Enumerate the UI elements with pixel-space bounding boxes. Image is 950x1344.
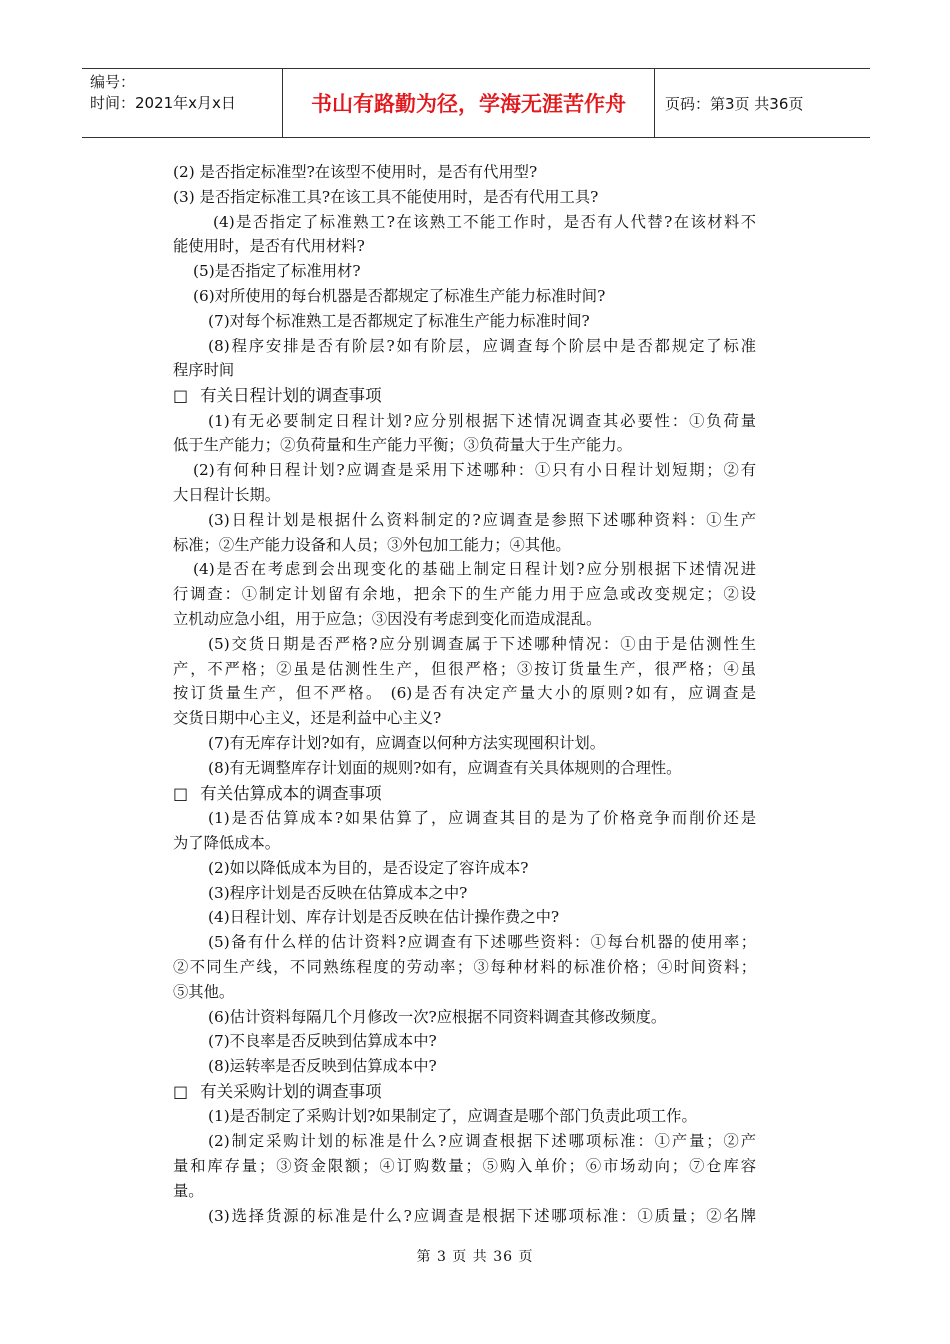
text-line: 量。 bbox=[173, 1181, 204, 1200]
text-line: (2)有何种日程计划?应调查是采用下述哪种：①只有小日程计划短期；②有 bbox=[193, 461, 756, 480]
text-line: (2)如以降低成本为目的，是否设定了容许成本? bbox=[208, 858, 529, 877]
text-line: (7)不良率是否反映到估算成本中? bbox=[208, 1032, 437, 1051]
date-label: 时间：2021年x月x日 bbox=[90, 94, 236, 112]
text-line: (1)是否估算成本?如果估算了，应调查其目的是为了价格竞争而削价还是 bbox=[208, 809, 756, 828]
text-line: ②不同生产线，不同熟练程度的劳动率；③每种材料的标准价格；④时间资料； bbox=[173, 957, 756, 976]
text-line: 按订货量生产，但不严格。 (6)是否有决定产量大小的原则?如有，应调查是 bbox=[173, 684, 756, 703]
text-line: (2)制定采购计划的标准是什么?应调查根据下述哪项标准：①产量；②产 bbox=[208, 1132, 756, 1151]
text-line: (6)估计资料每隔几个月修改一次?应根据不同资料调查其修改频度。 bbox=[208, 1007, 667, 1026]
text-line: (7)对每个标准熟工是否都规定了标准生产能力标准时间? bbox=[208, 311, 590, 330]
text-line: (3) 是否指定标准工具?在该工具不能使用时，是否有代用工具? bbox=[173, 187, 599, 206]
text-line: (1)有无必要制定日程计划?应分别根据下述情况调查其必要性：①负荷量 bbox=[208, 411, 756, 430]
page-footer: 第 3 页 共 36 页 bbox=[416, 1249, 534, 1265]
text-line: 产，不严格；②虽是估测性生产，但很严格；③按订货量生产，很严格；④虽 bbox=[173, 659, 756, 678]
text-line: (1)是否制定了采购计划?如果制定了，应调查是哪个部门负责此项工作。 bbox=[208, 1107, 697, 1126]
header-meta bbox=[82, 69, 282, 137]
text-line: (4)日程计划、库存计划是否反映在估计操作费之中? bbox=[208, 908, 560, 927]
text-line: 标准；②生产能力设备和人员；③外包加工能力；④其他。 bbox=[173, 535, 571, 554]
section-heading bbox=[173, 1079, 756, 1105]
text-line: (8)程序安排是否有阶层?如有阶层，应调查每个阶层中是否都规定了标准 bbox=[208, 336, 756, 355]
text-line: (3)程序计划是否反映在估算成本之中? bbox=[208, 883, 468, 902]
text-line: 量和库存量；③资金限额；④订购数量；⑤购入单价；⑥市场动向；⑦仓库容 bbox=[173, 1156, 756, 1175]
text-line: 立机动应急小组，用于应急；③因没有考虑到变化而造成混乱。 bbox=[173, 610, 602, 629]
text-line: (5)交货日期是否严格?应分别调查属于下述哪种情况：①由于是估测性生 bbox=[208, 634, 756, 653]
document-body bbox=[173, 160, 756, 1228]
text-line: (8)有无调整库存计划面的规则?如有，应调查有关具体规则的合理性。 bbox=[208, 758, 682, 777]
section-heading-text: 有关日程计划的调查事项 bbox=[200, 386, 382, 406]
text-line: (3)选择货源的标准是什么?应调查是根据下述哪项标准：①质量；②名牌 bbox=[208, 1206, 756, 1225]
text-line: ⑤其他。 bbox=[173, 982, 235, 1001]
page-header bbox=[82, 68, 870, 138]
text-line: 为了降低成本。 bbox=[173, 833, 281, 852]
text-line: 程序时间 bbox=[173, 361, 235, 380]
text-line: 大日程计长期。 bbox=[173, 486, 281, 505]
doc-number-label: 编号： bbox=[90, 73, 136, 91]
header-page-info: 页码：第3页 共36页 bbox=[665, 94, 804, 113]
text-line: 交货日期中心主义，还是利益中心主义? bbox=[173, 709, 442, 728]
text-line: (6)对所使用的每台机器是否都规定了标准生产能力标准时间? bbox=[193, 286, 606, 305]
text-line: (4)是否指定了标准熟工?在该熟工不能工作时，是否有人代替?在该材料不 bbox=[213, 212, 756, 231]
text-line: (2) 是否指定标准型?在该型不使用时，是否有代用型? bbox=[173, 163, 538, 181]
checkbox-square-icon: □ bbox=[173, 1081, 189, 1101]
text-line: (5)备有什么样的估计资料?应调查有下述哪些资料：①每台机器的使用率； bbox=[208, 933, 756, 952]
text-line: 行调查：①制定计划留有余地，把余下的生产能力用于应急或改变规定；②设 bbox=[173, 585, 756, 604]
text-line: 低于生产能力；②负荷量和生产能力平衡；③负荷量大于生产能力。 bbox=[173, 436, 632, 455]
text-line: (5)是否指定了标准用材? bbox=[193, 262, 361, 281]
text-line: (4)是否在考虑到会出现变化的基础上制定日程计划?应分别根据下述情况进 bbox=[193, 560, 756, 579]
section-heading-text: 有关采购计划的调查事项 bbox=[200, 1081, 382, 1101]
text-line: 能使用时，是否有代用材料? bbox=[173, 237, 365, 256]
text-line: (7)有无库存计划?如有，应调查以何种方法实现囤积计划。 bbox=[208, 734, 605, 753]
text-line: (3)日程计划是根据什么资料制定的?应调查是参照下述哪种资料：①生产 bbox=[208, 510, 756, 529]
checkbox-square-icon: □ bbox=[173, 783, 189, 803]
text-line: (8)运转率是否反映到估算成本中? bbox=[208, 1057, 437, 1076]
header-motto: 书山有路勤为径，学海无涯苦作舟 bbox=[282, 69, 655, 137]
checkbox-square-icon: □ bbox=[173, 386, 189, 406]
section-heading bbox=[173, 781, 756, 807]
section-heading-text: 有关估算成本的调查事项 bbox=[200, 783, 382, 803]
section-heading bbox=[173, 383, 756, 409]
